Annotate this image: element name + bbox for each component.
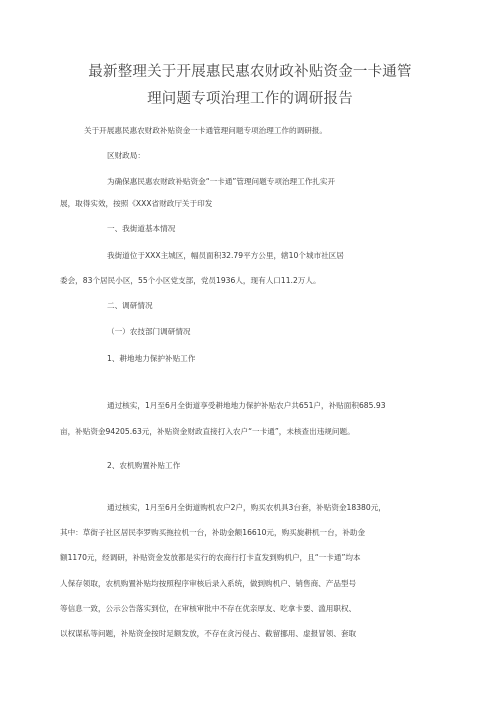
section-heading: 一、我街道基本情况 [107,224,176,233]
paragraph-line: 等信息一致，公示公告落实到位，在审核审批中不存在优亲厚友、吃拿卡要、滥用职权、 [60,604,357,613]
salutation: 区财政局： [107,151,145,160]
paragraph-line: 展，取得实效，按照《XXX省财政厅关于印发 [60,199,213,208]
paragraph-line: 亩，补贴资金94205.63元，补贴资金财政直接打入农户“一卡通”，未核查出违规问题。 [60,427,355,436]
paragraph-line: 人保存领取，农机购置补贴均按照程序审核后录入系统，做到购机户、销售商、产品型号 [60,579,357,588]
paragraph-line: 通过核实，1月至6月全街道购机农户2户，购买农机具3台套，补贴资金18380元， [107,503,386,512]
paragraph-line: 其中：草街子社区居民李罗购买拖拉机一台，补助金额16610元，购买旋耕机一台，补助金 [60,528,366,537]
section-heading: 二、调研情况 [107,301,153,310]
paragraph-line: 以权谋私等问题，补贴资金按时足额发放，不存在贪污侵占、截留挪用、虚报冒领、套取 [60,629,357,638]
item-heading: 2、农机购置补贴工作 [107,461,181,470]
paragraph-line: 额1170元，经调研，补贴资金发放都是实行的农商行打卡直发到购机户，且“一卡通”均本 [60,553,361,562]
paragraph-line: 委会，83个居民小区，55个小区党支部，党员1936人，现有人口11.2万人。 [60,276,321,285]
intro-line: 关于开展惠民惠农财政补贴资金一卡通管理问题专项治理工作的调研报。 [84,126,327,135]
paragraph-line: 我街道位于XXX主城区，幅员面积32.79平方公里，辖10个城市社区居 [107,251,344,260]
document-title-line-1: 最新整理关于开展惠民惠农财政补贴资金一卡通管 [88,64,412,80]
paragraph-line: 通过核实，1月至6月全街道享受耕地地力保护补贴农户共651户，补贴面积685.93 [107,401,386,410]
item-heading: 1、耕地地力保护补贴工作 [107,354,196,363]
document-title-line-2: 理问题专项治理工作的调研报告 [147,91,353,107]
paragraph-line: 为确保惠民惠农财政补贴资金“一卡通”管理问题专项治理工作扎实开 [107,177,336,186]
subsection-heading: （一）农技部门调研情况 [107,327,191,336]
